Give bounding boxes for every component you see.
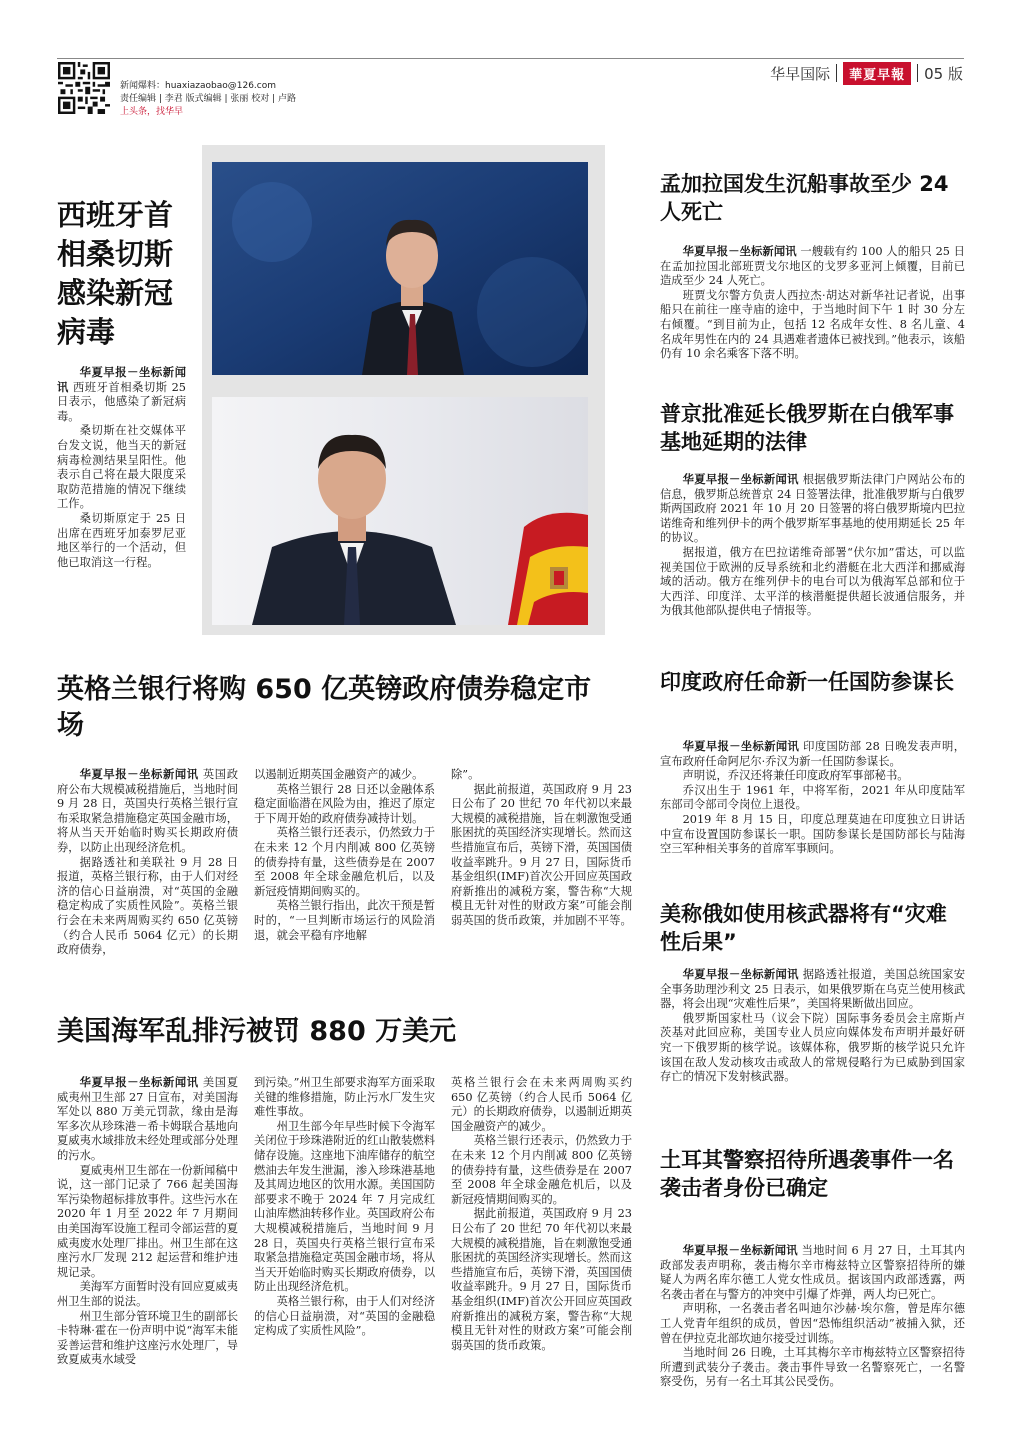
boe-col-3 [451, 768, 632, 929]
paragraph: 以遏制近期英国金融资产的减少。 [254, 768, 424, 781]
slogan: 上头条，找华早 [120, 107, 184, 117]
byline: 华夏早报－坐标新闻讯 [682, 473, 799, 486]
paragraph: 州卫生部分管环境卫生的副部长卡特琳·霍在一份声明中说“海军未能妥善运营和维护这座污水处理厂，导致夏威夷水域受 [57, 1309, 238, 1367]
boe-col-2 [254, 768, 435, 943]
paragraph: 到污染。”州卫生部要求海军方面采取关键的维修措施，防止污水厂发生灾难性事故。 [254, 1076, 435, 1119]
nuclear-body [660, 968, 965, 1085]
paragraph: 西班牙首相桑切斯 25 日表示，他感染了新冠病毒。 [57, 380, 186, 423]
nuclear-headline: 美称俄如使用核武器将有“灾难性后果” [660, 902, 947, 954]
paragraph: 美国夏威夷州卫生部 27 日宣布，对美国海军处以 880 万美元罚款，缘由是海军多次从珍珠港－希卡姆联合基地向夏威夷水域排放未经处理或部分处理的污水。 [57, 1076, 238, 1162]
spain-headline: 西班牙首相桑切斯感染新冠病毒 [57, 198, 174, 349]
paragraph: 英格兰银行 28 日还以金融体系稳定面临潜在风险为由，推迟了原定于下周开始的政府债券减持计划。 [254, 782, 435, 825]
paragraph: 据此前报道，英国政府 9 月 23 日公布了 20 世纪 70 年代初以来最大规模的减税措施，旨在刺激饱受通胀困扰的英国经济实现增长。然而这些措施宣布后，英镑下滑，英国国债收益率跳升。9 月 27 日，国际货币基金组织(IMF)首次公开回应英国政府新推出的减税方案，警告称“大规模且无针对性的财政方案”可能会削弱英国的货币政策。 [451, 1207, 632, 1352]
header-rule [57, 58, 964, 59]
paragraph: 英国政府公布大规模减税措施后，当地时间 9 月 28 日，英国央行英格兰银行宣布采取紧急措施稳定英国金融市场，将从当天开始临时购买长期政府债券，以防止出现经济危机。 [57, 768, 238, 854]
paragraph: 桑切斯原定于 25 日出席在西班牙加泰罗尼亚地区举行的一个活动，但他已取消这一行程。 [57, 511, 186, 569]
paragraph: 声明称，一名袭击者名叫迪尔沙赫·埃尔詹，曾是库尔德工人党青年组织的成员，曾因“恐怖组织活动”被捕入狱，还曾在伊拉克北部坎迪尔接受过训练。 [660, 1302, 965, 1345]
paragraph: 英格兰银行称，由于人们对经济的信心日益崩溃，对“英国的金融稳定构成了实质性风险”。 [254, 1294, 435, 1338]
india-headline: 印度政府任命新一任国防参谋长 [660, 670, 954, 694]
paragraph: 印度国防部 28 日晚发表声明，宣布政府任命阿尼尔·乔汉为新一任国防参谋长。 [660, 740, 966, 768]
bangladesh-body [660, 245, 965, 362]
header-right [770, 62, 963, 84]
navy-col-2 [254, 1076, 435, 1339]
paragraph: 据路透社报道，美国总统国家安全事务助理沙利文 25 日表示，如果俄罗斯在乌克兰使用核武器，将会出现“灾难性后果”，美国将果断做出回应。 [660, 968, 965, 1011]
paragraph: 声明说，乔汉还将兼任印度政府军事部秘书。 [682, 769, 909, 783]
photo-sanchez-1 [212, 162, 588, 375]
paragraph: 英格兰银行还表示，仍然致力于在未来 12 个月内削减 800 亿英镑的债券持有量，这些债券是在 2007 至 2008 年全球金融危机后，以及新冠疫情期间购买的。 [451, 1134, 632, 1206]
paragraph: 州卫生部今年早些时候下令海军关闭位于珍珠港附近的红山散装燃料储存设施。这座地下油库储存的航空燃油去年发生泄漏，渗入珍珠港基地及其周边地区的饮用水源。美国国防部要求不晚于 2024 年 7 月完成红山油库燃油转移作业。英国政府公布大规模减税措施后，当地时间 9 月 28 日，英国央行英格兰银行宣布采取紧急措施稳定英国金融市场，将从当天开始临时购买长期政府债券，以防止出现经济危机。 [254, 1119, 435, 1294]
header-info [120, 80, 296, 119]
bangladesh-headline: 孟加拉国发生沉船事故至少 24 人死亡 [660, 172, 949, 224]
paragraph: 除”。 [451, 768, 480, 781]
paragraph: 班贾戈尔警方负责人西拉杰·胡达对新华社记者说，出事船只在前往一座寺庙的途中，于当地时间下午 1 时 30 分左右倾覆。“到目前为止，包括 12 名成年女性、8 名儿童、4 名成年男性在内的 24 具遇难者遗体已被找到。”他表示，该船仍有 10 余名乘客下落不明。 [660, 288, 965, 361]
byline: 华夏早报－坐标新闻讯 [57, 366, 186, 394]
navy-headline: 美国海军乱排污被罚 880 万美元 [57, 1016, 457, 1047]
navy-col-3 [451, 1076, 632, 1353]
header-separator [917, 64, 918, 82]
photo-sanchez-2 [212, 397, 588, 625]
byline: 华夏早报－坐标新闻讯 [682, 245, 797, 258]
paragraph: 当地时间 26 日晚，土耳其梅尔辛市梅兹特立区警察招待所遭到武装分子袭击。袭击事件导致一名警察死亡，一名警察受伤，另有一名土耳其公民受伤。 [660, 1346, 965, 1389]
paragraph: 桑切斯在社交媒体平台发文说，他当天的新冠病毒检测结果呈阳性。他表示自己将在最大限度采取防范措施的情况下继续工作。 [57, 424, 186, 511]
page-number: 05 版 [924, 64, 963, 83]
byline: 华夏早报－坐标新闻讯 [79, 768, 199, 781]
editors-line: 责任编辑 | 李君 版式编辑 | 张丽 校对 | 卢路 [120, 94, 296, 104]
boe-headline: 英格兰银行将购 650 亿英镑政府债券稳定市场 [57, 674, 592, 741]
paragraph: 英格兰银行还表示，仍然致力于在未来 12 个月内削减 800 亿英镑的债券持有量，这些债券是在 2007 至 2008 年全球金融危机后，以及新冠疫情期间购买的。 [254, 826, 435, 898]
turkey-body [660, 1244, 965, 1390]
byline: 华夏早报－坐标新闻讯 [682, 1244, 798, 1257]
paragraph: 夏威夷州卫生部在一份新闻稿中说，这一部门记录了 766 起美国海军污染物超标排放事件。这些污水在 2020 年 1 月至 2022 年 7 月期间由美国海军设施工程司令部运营的夏威夷废水处理厂排出。州卫生部在这座污水厂发现 212 起运营和维护违规记录。 [57, 1163, 238, 1279]
paragraph: 据报道，俄方在巴拉诺维奇部署“伏尔加”雷达，可以监视美国位于欧洲的反导系统和北约潜艇在北大西洋和挪威海域的活动。俄方在维列伊卡的电台可以为俄海军总部和位于大西洋、印度洋、太平洋的核潜艇提供超长波通信服务，并为俄其他部队提供电子情报等。 [660, 545, 965, 618]
india-body [660, 740, 965, 857]
paragraph: 据路透社和美联社 9 月 28 日报道，英格兰银行称，由于人们对经济的信心日益崩溃，对“英国的金融稳定构成了实质性风险”。英格兰银行会在未来两周购买约 650 亿英镑（约合人民币 5064 亿元）的长期政府债券， [57, 855, 238, 957]
turkey-headline: 土耳其警察招待所遇袭事件一名袭击者身份已确定 [660, 1148, 954, 1200]
tip-line: 新闻爆料：huaxiazaobao@126.com [120, 81, 277, 91]
paragraph: 美海军方面暂时没有回应夏威夷州卫生部的说法。 [57, 1280, 238, 1308]
paragraph: 俄罗斯国家杜马（议会下院）国际事务委员会主席斯卢茨基对此回应称，美国专业人员应向媒体发布声明并最好研究一下俄罗斯的核学说。该媒体称，俄罗斯的核学说只允许该国在敌人发动核攻击或敌人的常规侵略行为已威胁到国家存亡的情况下发射核武器。 [660, 1011, 965, 1084]
putin-headline: 普京批准延长俄罗斯在白俄军事基地延期的法律 [660, 402, 954, 454]
section-name: 华早国际 [770, 64, 831, 83]
paragraph: 当地时间 6 月 27 日，土耳其内政部发表声明称，袭击梅尔辛市梅兹特立区警察招待所的嫌疑人为两名库尔德工人党女性成员。据该国内政部透露，两名袭击者在与警方的冲突中引爆了炸弹，两人均已死亡。 [660, 1244, 965, 1301]
paragraph: 一艘载有约 100 人的船只 25 日在孟加拉国北部班贾戈尔地区的戈罗多亚河上倾覆，目前已造成至少 24 人死亡。 [660, 245, 965, 288]
header-separator [836, 64, 837, 82]
spain-body [57, 366, 186, 570]
paragraph: 2019 年 8 月 15 日，印度总理莫迪在印度独立日讲话中宣布设置国防参谋长一职。国防参谋长是国防部长与陆海空三军种相关事务的首席军事顾问。 [660, 812, 965, 856]
newspaper-logo: 華夏早報 [843, 62, 911, 85]
paragraph: 英格兰银行指出，此次干预是暂时的，“一旦判断市场运行的风险消退，就会平稳有序地解 [254, 899, 435, 942]
boe-col-1 [57, 768, 238, 958]
putin-body [660, 473, 965, 619]
paragraph: 英格兰银行会在未来两周购买约 650 亿英镑（约合人民币 5064 亿元）的长期政府债券，以遏制近期英国金融资产的减少。 [451, 1076, 632, 1133]
byline: 华夏早报－坐标新闻讯 [682, 740, 800, 753]
byline: 华夏早报－坐标新闻讯 [682, 968, 799, 981]
navy-col-1 [57, 1076, 238, 1368]
paragraph: 据此前报道，英国政府 9 月 23 日公布了 20 世纪 70 年代初以来最大规模的减税措施，旨在刺激饱受通胀困扰的英国经济实现增长。然而这些措施宣布后，英镑下滑，英国国债收益率跳升。9 月 27 日，国际货币基金组织(IMF)首次公开回应英国政府新推出的减税方案，警告称“大规模且无针对性的财政方案”可能会削弱英国的货币政策，并加剧不平等。 [451, 782, 632, 927]
qr-code-icon [58, 62, 110, 114]
byline: 华夏早报－坐标新闻讯 [79, 1076, 199, 1089]
paragraph: 乔汉出生于 1961 年，中将军衔，2021 年从印度陆军东部司令部司令岗位上退役。 [660, 783, 965, 812]
paragraph: 根据俄罗斯法律门户网站公布的信息，俄罗斯总统普京 24 日签署法律，批准俄罗斯与白俄罗斯两国政府 2021 年 10 月 20 日签署的将白俄罗斯境内巴拉诺维奇和维列伊卡的两个俄罗斯军事基地的使用期延长 25 年的协议。 [660, 473, 965, 545]
